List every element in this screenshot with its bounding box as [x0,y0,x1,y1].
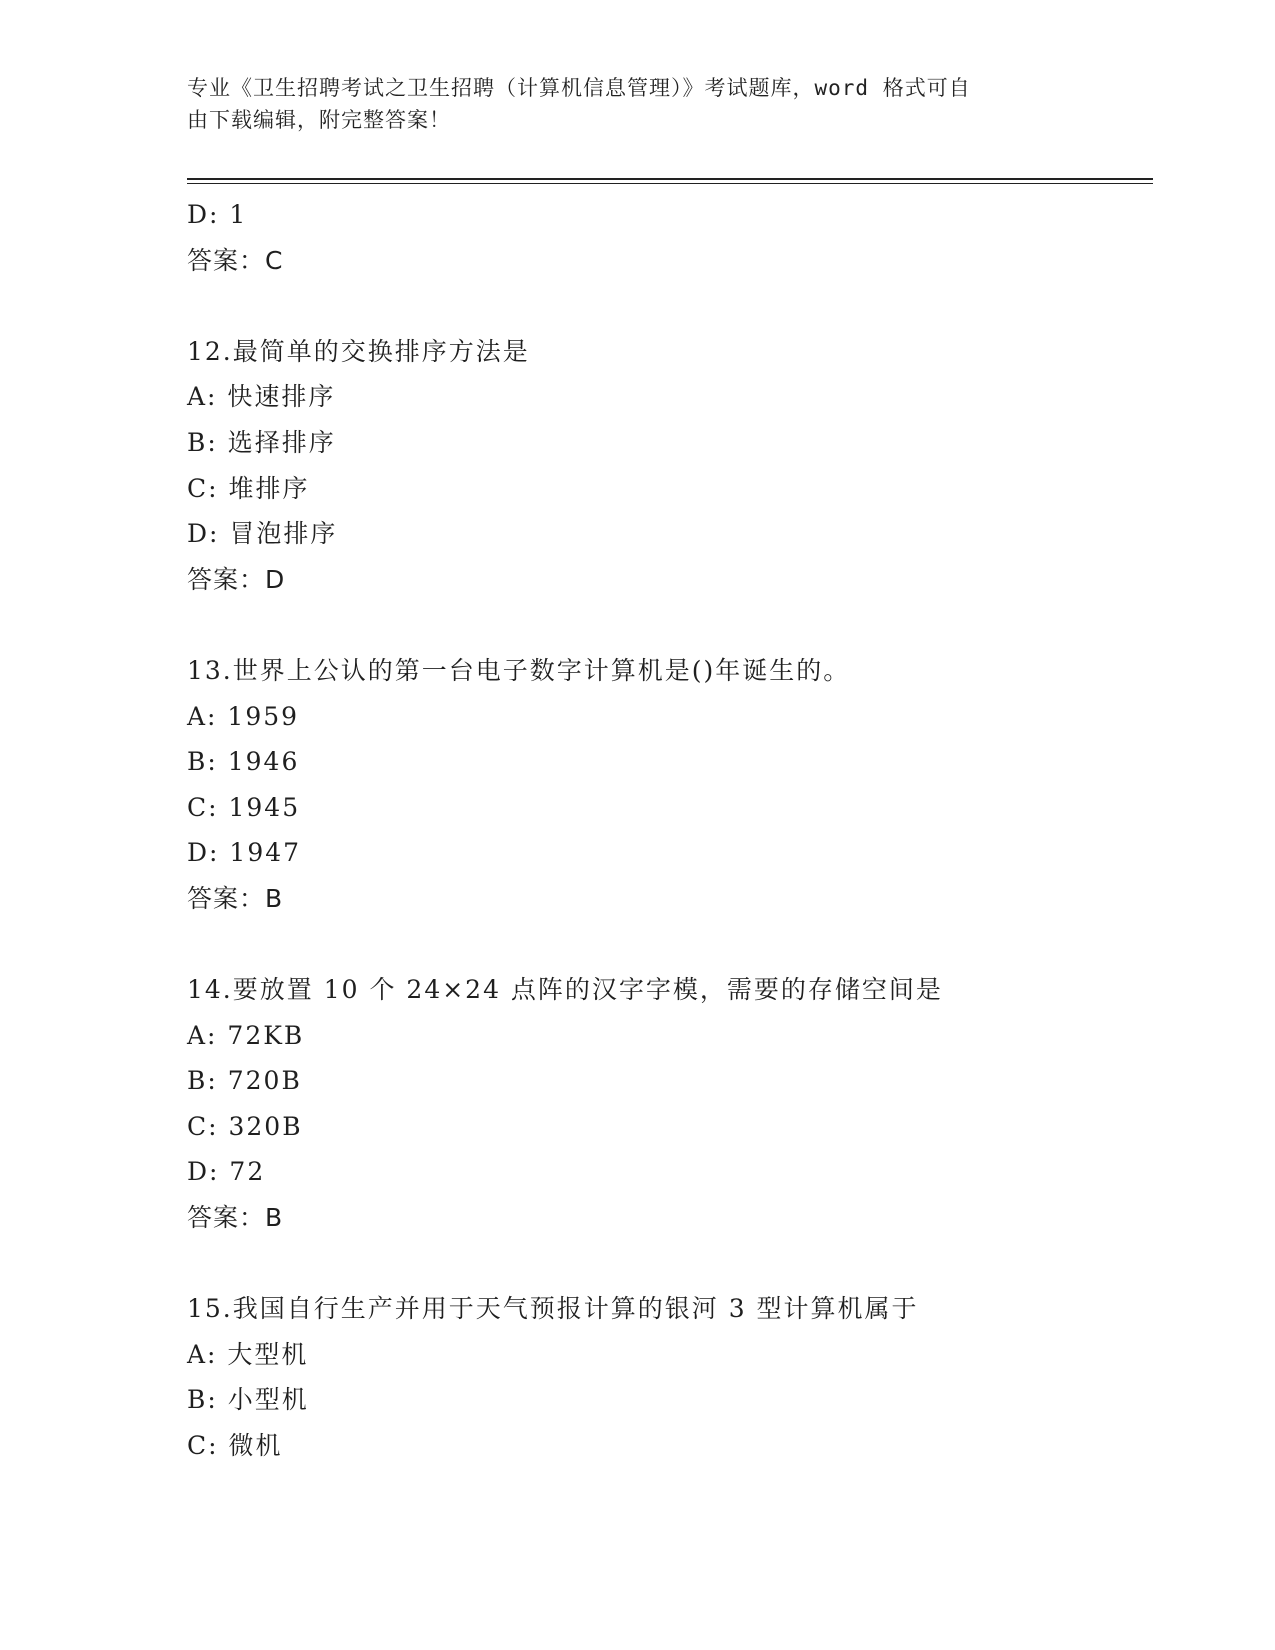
option-a: A: 大型机 [187,1339,309,1369]
option-d: D: 72 [187,1157,266,1187]
question-13 [187,648,1147,922]
spacer [187,602,1147,648]
option-d: D: 1947 [187,838,302,868]
question-14 [187,967,1147,1241]
spacer [187,1241,1147,1287]
header-divider-thin [187,183,1153,184]
question-stem: 14.要放置 10 个 24×24 点阵的汉字字模，需要的存储空间是 [187,975,943,1005]
spacer [187,922,1147,968]
question-stem: 13.世界上公认的第一台电子数字计算机是()年诞生的。 [187,655,851,685]
question-list [187,192,1147,1469]
spacer [187,283,1147,329]
header-line-2: 由下载编辑，附完整答案！ [187,108,451,132]
option-b: B: 1946 [187,747,300,777]
question-stem: 12.最简单的交换排序方法是 [187,336,530,366]
option-b: B: 小型机 [187,1385,309,1415]
page-header [187,72,1067,136]
option-c: C: 微机 [187,1431,283,1461]
option-d: D: 冒泡排序 [187,519,338,549]
option-d: D: 1 [187,200,248,229]
answer-line: 答案：D [187,564,286,594]
question-12 [187,329,1147,603]
answer-line: 答案：B [187,1203,284,1233]
header-divider-thick [187,178,1153,180]
option-a: A: 72KB [187,1020,305,1050]
option-c: C: 1945 [187,792,301,822]
option-a: A: 1959 [187,701,300,731]
question-15 [187,1286,1147,1468]
option-c: C: 堆排序 [187,473,310,503]
option-b: B: 720B [187,1066,302,1096]
question-stem: 15.我国自行生产并用于天气预报计算的银河 3 型计算机属于 [187,1294,919,1324]
option-c: C: 320B [187,1111,303,1141]
answer-line: 答案：C [187,245,284,275]
header-line-1: 专业《卫生招聘考试之卫生招聘（计算机信息管理）》考试题库，word 格式可自 [187,76,971,100]
option-a: A: 快速排序 [187,382,336,412]
option-b: B: 选择排序 [187,427,336,457]
answer-line: 答案：B [187,883,284,913]
